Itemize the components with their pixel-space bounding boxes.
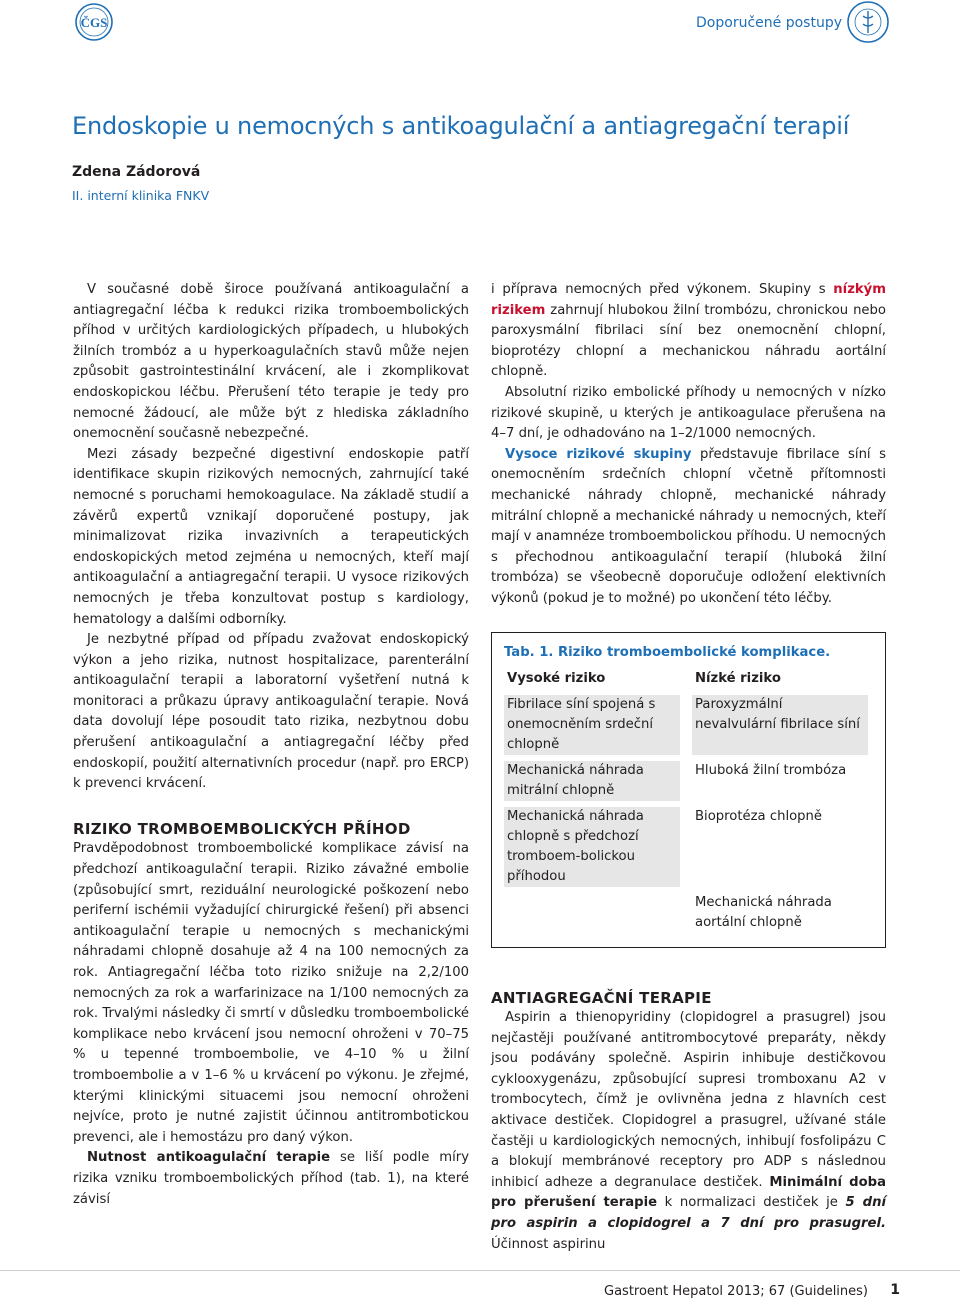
right-column [491,280,886,1255]
page-number: 1 [890,1282,900,1298]
cgs-logo-text: ČGS [80,15,108,30]
cgs-logo [70,2,118,42]
paragraph-text: k normalizaci destiček je [657,1195,846,1211]
footer-divider [0,1270,960,1271]
paragraph: Pravděpodobnost tromboembolické komplikace závisí na předchozí antikoagulační terapii. Riziko závažné embolie (způsobující smrt, reziduální neurologické poškození nebo periferní ischémii vyžadující chirurgické řešení) při absenci antikoagulační terapie u nemocných s mechanickými náhradami chlopně dosahuje až 4 na 100 nemocných za rok. Antiagregační léčba toto riziko snižuje na 2,2/100 nemocných za rok a warfarinizace na 1/100 nemocných za rok. Trvalými následky či smrtí v důsledku tromboembolické komplikace nebo krvácení jsou nemocní ohroženi v 70–75 % u tepenné tromboembolie, ve 4–10 % u žilní tromboembolie a v 1–6 % u krvácení po výkonu. Je zřejmé, kterými klinickými situacemi jsou nemocní ohroženi nejvíce, proto je nutné zajistit účinnou antitrombotickou prevenci, ale i hemostázu pro daný výkon. [73,841,469,1145]
table-cell: Fibrilace síní spojená s onemocněním srdeční chlopně [504,695,680,755]
paragraph: Absolutní riziko embolické příhody u nemocných v nízko rizikové skupině, u kterých je antikoagulace přerušena na 4–7 dní, je odhadováno na 1–2/1000 nemocných. [491,384,886,442]
cls-jep-logo [846,0,890,44]
paragraph [491,280,886,383]
table-cell: Hluboká žilní trombóza [695,762,847,778]
paragraph-text: představuje fibrilace síní s onemocněním srdečních chlopní včetně přítomnosti mechanické náhrady chlopně, mechanické náhrady mitrální chlopně a mechanické náhrady u nemocných, kteří mají v anamnéze tromboembolickou příhodu. U nemocných s přechodnou antikoagulační terapií (hluboká žilní trombóza) se všeobecně doporučuje odložení elektivních výkonů (pokud je to možné) po ukončení této léčby. [491,446,886,606]
bold-term: Minimální doba pro přerušení terapie [491,1174,886,1211]
bold-italic-term: 5 dní pro aspirin a clopidogrel a 7 dní pro prasugrel. [491,1195,886,1232]
low-risk-term: nízkým rizikem [491,282,886,318]
risk-table [491,632,886,948]
author-name: Zdena Zádorová [72,164,201,180]
bold-term: Nutnost antikoagulační terapie [87,1150,331,1166]
paragraph-text: Účinnost aspirinu [491,1236,606,1252]
journal-citation: Gastroent Hepatol 2013; 67 (Guidelines) [604,1284,868,1299]
table-cell: Paroxyzmální nevalvulární fibrilace síní [692,695,868,755]
table-header-high: Vysoké riziko [507,670,606,686]
table-cell: Mechanická náhrada mitrální chlopně [504,761,680,801]
paragraph-text: se liší podle míry rizika vzniku tromboembolických příhod (tab. 1), na které závisí [73,1150,469,1207]
table-cell: Mechanická náhrada aortální chlopně [695,894,832,930]
paragraph-text: i příprava nemocných před výkonem. Skupiny s [491,282,834,297]
section-tag: Doporučené postupy [696,15,842,31]
article-title: Endoskopie u nemocných s antikoagulační a antiagregační terapií [72,112,850,140]
table-cell: Mechanická náhrada chlopně s předchozí tromboem-bolickou příhodou [504,807,680,887]
paragraph [491,1008,886,1255]
paragraph: V současné době široce používaná antikoagulační a antiagregační léčba k redukci rizika tromboembolických příhod v určitých kardiologických případech, u hlubokých žilních trombóz a u hyperkoagulačních stavů může nejen způsobit gastrointestinální krvácení, ale i zkomplikovat endoskopickou léčbu. Přerušení této terapie je tedy pro nemocné žádoucí, ale může být z hlediska základního onemocnění současně nebezpečné. [73,282,469,442]
section-heading: RIZIKO TROMBOEMBOLICKÝCH PŘÍHOD [73,819,411,838]
section-heading: ANTIAGREGAČNÍ TERAPIE [491,988,712,1007]
left-column [73,280,469,1210]
author-affiliation: II. interní klinika FNKV [72,188,210,203]
paragraph-text: Aspirin a thienopyridiny (clopidogrel a prasugrel) jsou nejčastěji používané antitrombocytové preparáty, někdy jsou podávány společně. Aspirin inhibuje destičkovou cyklooxygenázu, způsobující supresi tromboxanu A2 v trombocytech, čímž je ovlivněna jedna z hlavních cest aktivace destiček. Clopidogrel a prasugrel, užívané stále častěji u kardiologických nemocných, inhibují fosfolipázu C a blokují membránové receptory pro ADP s následnou inhibicí adheze a degranulace destiček. [491,1010,886,1190]
paragraph: Je nezbytné případ od případu zvažovat endoskopický výkon a jeho rizika, nutnost hospitalizace, parenterální antikoagulační terapii a laboratorní vyšetření nutná k monitoraci a průkazu úpravy antikoagulační terapie. Nová data dovolují lépe posoudit tato rizika, nezbytnou dobu přerušení antikoagulační a antiagregační léčby před endoskopií, použití alternativních procedur (např. pro ERCP) k prevenci krvácení. [73,632,469,792]
table-caption: Tab. 1. Riziko tromboembolické komplikace. [504,644,831,660]
paragraph-text: zahrnují hlubokou žilní trombózu, chronickou nebo paroxysmální fibrilaci síní bez onemocnění chlopní, bioprotézy chlopní a mechanickou náhradu aortální chlopně. [491,302,886,380]
table-cell: Bioprotéza chlopně [695,808,823,824]
high-risk-term: Vysoce rizikové skupiny [505,446,692,462]
table-header-low: Nízké riziko [695,670,781,686]
paragraph: Mezi zásady bezpečné digestivní endoskopie patří identifikace skupin rizikových nemocných, zahrnující také nemocné s poruchami hemokoagulace. Na základě studií a závěrů expertů vznikají doporučené postupy, jak minimalizovat rizika invazivních a terapeutických endoskopických metod zejména u nemocných, kteří mají antikoagulační a antiagregační terapii. U vysoce rizikových nemocných je třeba konzultovat postup s kardiology, hematology a dalšími odborníky. [73,446,469,627]
paragraph [491,445,886,610]
table-cell-empty [504,893,680,933]
paragraph [73,1148,469,1210]
